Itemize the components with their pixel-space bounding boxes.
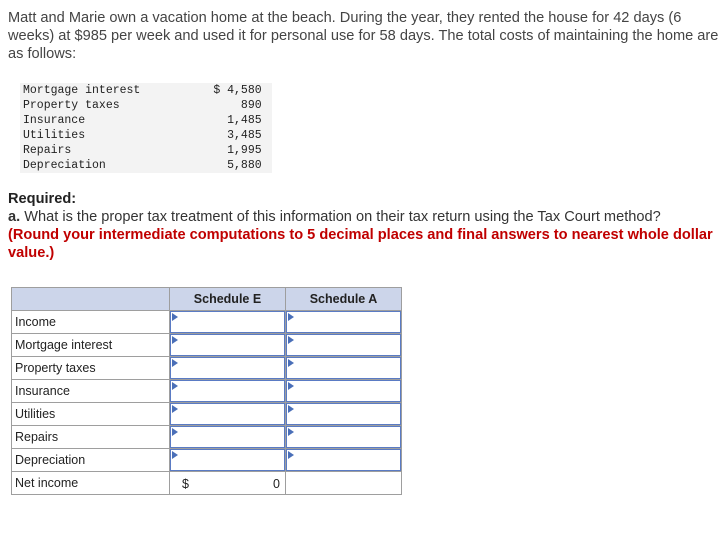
- schedule-e-cell: [170, 311, 286, 334]
- cost-row: [20, 83, 272, 98]
- cost-amount: $ 4,580: [143, 83, 271, 98]
- currency-symbol: $: [182, 477, 189, 491]
- cost-label: Property taxes: [20, 98, 143, 113]
- input-marker-icon: [172, 405, 178, 413]
- cost-amount: 1,995: [143, 143, 271, 158]
- required-section: [8, 190, 724, 262]
- schedule-e-input[interactable]: [170, 357, 285, 379]
- row-label: Repairs: [12, 426, 170, 449]
- schedule-e-input[interactable]: [170, 449, 285, 471]
- schedule-a-input[interactable]: [286, 334, 401, 356]
- problem-intro: Matt and Marie own a vacation home at the beach. During the year, they rented the house for 42 days (6 weeks) at $985 per week and used it for personal use for 58 days. The total costs of maintaining the home are as follows:: [8, 10, 719, 62]
- table-row: [12, 472, 402, 495]
- input-marker-icon: [172, 382, 178, 390]
- input-marker-icon: [172, 428, 178, 436]
- schedule-a-cell: [286, 380, 402, 403]
- cost-label: Depreciation: [20, 158, 143, 173]
- cost-amount: 3,485: [143, 128, 271, 143]
- row-label: Depreciation: [12, 449, 170, 472]
- cost-amount: 1,485: [143, 113, 271, 128]
- schedule-a-cell: [286, 403, 402, 426]
- empty-cell: [286, 472, 402, 495]
- input-marker-icon: [288, 405, 294, 413]
- table-row: [12, 449, 402, 472]
- schedule-a-cell: [286, 334, 402, 357]
- schedule-e-cell: [170, 426, 286, 449]
- input-marker-icon: [288, 359, 294, 367]
- input-marker-icon: [172, 451, 178, 459]
- input-marker-icon: [172, 313, 178, 321]
- costs-table: [20, 83, 272, 173]
- question-body: What is the proper tax treatment of this information on their tax return using the Tax Court method?: [20, 209, 661, 225]
- cost-label: Utilities: [20, 128, 143, 143]
- table-row: [12, 403, 402, 426]
- input-marker-icon: [172, 359, 178, 367]
- required-heading: Required:: [8, 191, 77, 207]
- schedule-e-cell: [170, 403, 286, 426]
- table-row: [12, 426, 402, 449]
- schedule-a-input[interactable]: [286, 357, 401, 379]
- cost-label: Repairs: [20, 143, 143, 158]
- schedule-e-input[interactable]: [170, 380, 285, 402]
- cost-row: [20, 158, 272, 173]
- row-label: Income: [12, 311, 170, 334]
- schedule-a-cell: [286, 357, 402, 380]
- cost-label: Mortgage interest: [20, 83, 143, 98]
- schedule-a-input[interactable]: [286, 311, 401, 333]
- header-row: [12, 288, 402, 311]
- question-text: [8, 208, 724, 226]
- schedule-a-input[interactable]: [286, 380, 401, 402]
- table-row: [12, 334, 402, 357]
- schedule-a-input[interactable]: [286, 426, 401, 448]
- schedule-a-input[interactable]: [286, 449, 401, 471]
- schedule-e-input[interactable]: [170, 426, 285, 448]
- row-label: Net income: [12, 472, 170, 495]
- schedule-e-cell: [170, 357, 286, 380]
- schedule-a-cell: [286, 426, 402, 449]
- input-marker-icon: [172, 336, 178, 344]
- cost-amount: 890: [143, 98, 271, 113]
- cost-label: Insurance: [20, 113, 143, 128]
- table-row: [12, 357, 402, 380]
- schedule-a-input[interactable]: [286, 403, 401, 425]
- schedule-e-cell: [170, 334, 286, 357]
- schedule-a-cell: [286, 449, 402, 472]
- input-marker-icon: [288, 451, 294, 459]
- cost-row: [20, 98, 272, 113]
- schedule-e-input[interactable]: [170, 334, 285, 356]
- schedule-e-cell: [170, 380, 286, 403]
- input-marker-icon: [288, 313, 294, 321]
- col-header-schedule-a: Schedule A: [286, 288, 402, 311]
- input-marker-icon: [288, 428, 294, 436]
- cost-row: [20, 113, 272, 128]
- net-income-value: 0: [273, 477, 280, 491]
- schedule-e-input[interactable]: [170, 403, 285, 425]
- header-blank: [12, 288, 170, 311]
- net-income-cell: [170, 472, 286, 495]
- answer-table: [11, 287, 402, 495]
- table-row: [12, 380, 402, 403]
- input-marker-icon: [288, 382, 294, 390]
- input-marker-icon: [288, 336, 294, 344]
- rounding-instruction: (Round your intermediate computations to 5 decimal places and final answers to nearest whole dollar value.): [8, 227, 713, 261]
- row-label: Mortgage interest: [12, 334, 170, 357]
- schedule-a-cell: [286, 311, 402, 334]
- table-row: [12, 311, 402, 334]
- schedule-e-input[interactable]: [170, 311, 285, 333]
- row-label: Insurance: [12, 380, 170, 403]
- row-label: Utilities: [12, 403, 170, 426]
- col-header-schedule-e: Schedule E: [170, 288, 286, 311]
- row-label: Property taxes: [12, 357, 170, 380]
- cost-row: [20, 128, 272, 143]
- cost-row: [20, 143, 272, 158]
- schedule-e-cell: [170, 449, 286, 472]
- part-label: a.: [8, 209, 21, 225]
- cost-amount: 5,880: [143, 158, 271, 173]
